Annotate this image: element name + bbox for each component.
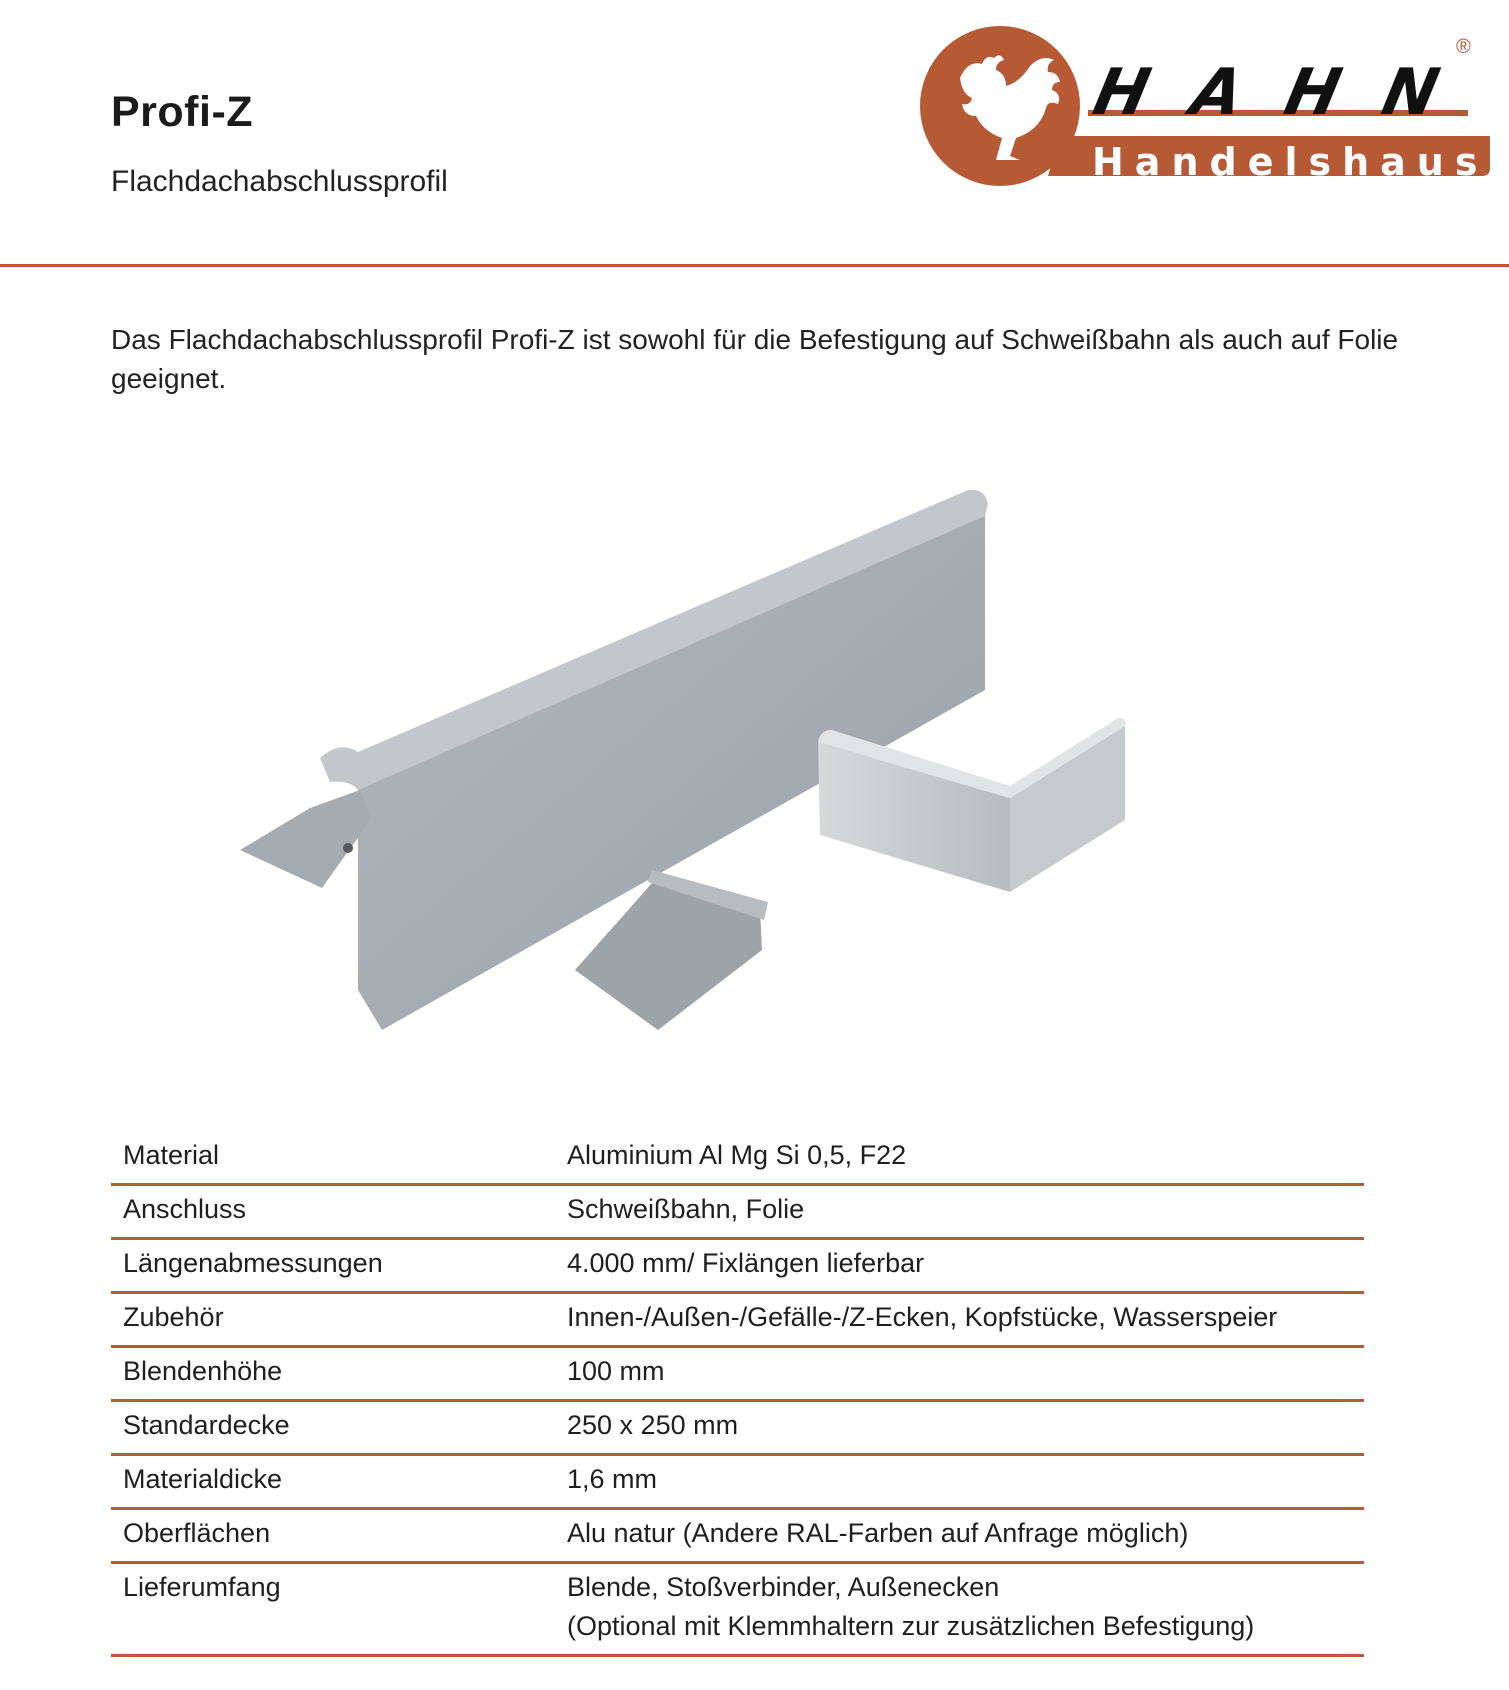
table-row [111,1293,1364,1347]
table-row [111,1509,1364,1563]
spec-label: Oberflächen [111,1509,555,1563]
logo-brand-text: HAHN [1087,56,1490,130]
table-row [111,1136,1364,1185]
page-title: Profi-Z [111,88,254,136]
table-row [111,1185,1364,1239]
spec-value: 250 x 250 mm [555,1401,1364,1455]
spec-label: Zubehör [111,1293,555,1347]
spec-table [111,1136,1364,1657]
spec-value: 100 mm [555,1347,1364,1401]
spec-value-line: (Optional mit Klemmhaltern zur zusätzlichen Befestigung) [567,1611,1255,1641]
spec-value: Aluminium Al Mg Si 0,5, F22 [555,1136,1364,1185]
spec-label: Blendenhöhe [111,1347,555,1401]
table-row [111,1347,1364,1401]
table-row [111,1455,1364,1509]
product-image [240,490,1220,1090]
spec-label: Längenabmessungen [111,1239,555,1293]
spec-label: Lieferumfang [111,1563,555,1656]
spec-value: 4.000 mm/ Fixlängen lieferbar [555,1239,1364,1293]
page-subtitle: Flachdachabschlussprofil [111,165,448,198]
table-row [111,1239,1364,1293]
table-row [111,1563,1364,1656]
spec-label: Anschluss [111,1185,555,1239]
spec-label: Standardecke [111,1401,555,1455]
logo-sub-text: Handelshaus [1092,140,1489,184]
spec-label: Material [111,1136,555,1185]
intro-text: Das Flachdachabschlussprofil Profi-Z ist sowohl für die Befestigung auf Schweißbahn als auch auf Folie geeignet. [111,324,1399,394]
registered-mark: ® [1456,36,1471,58]
header-divider [0,264,1509,267]
table-row [111,1401,1364,1455]
spec-value [555,1563,1364,1656]
profile-flange [240,790,372,888]
spec-label: Materialdicke [111,1455,555,1509]
spec-value: 1,6 mm [555,1455,1364,1509]
spec-value-line: Blende, Stoßverbinder, Außenecken [567,1572,1000,1602]
spec-value: Alu natur (Andere RAL-Farben auf Anfrage möglich) [555,1509,1364,1563]
spec-value: Innen-/Außen-/Gefälle-/Z-Ecken, Kopfstücke, Wasserspeier [555,1293,1364,1347]
spec-value: Schweißbahn, Folie [555,1185,1364,1239]
